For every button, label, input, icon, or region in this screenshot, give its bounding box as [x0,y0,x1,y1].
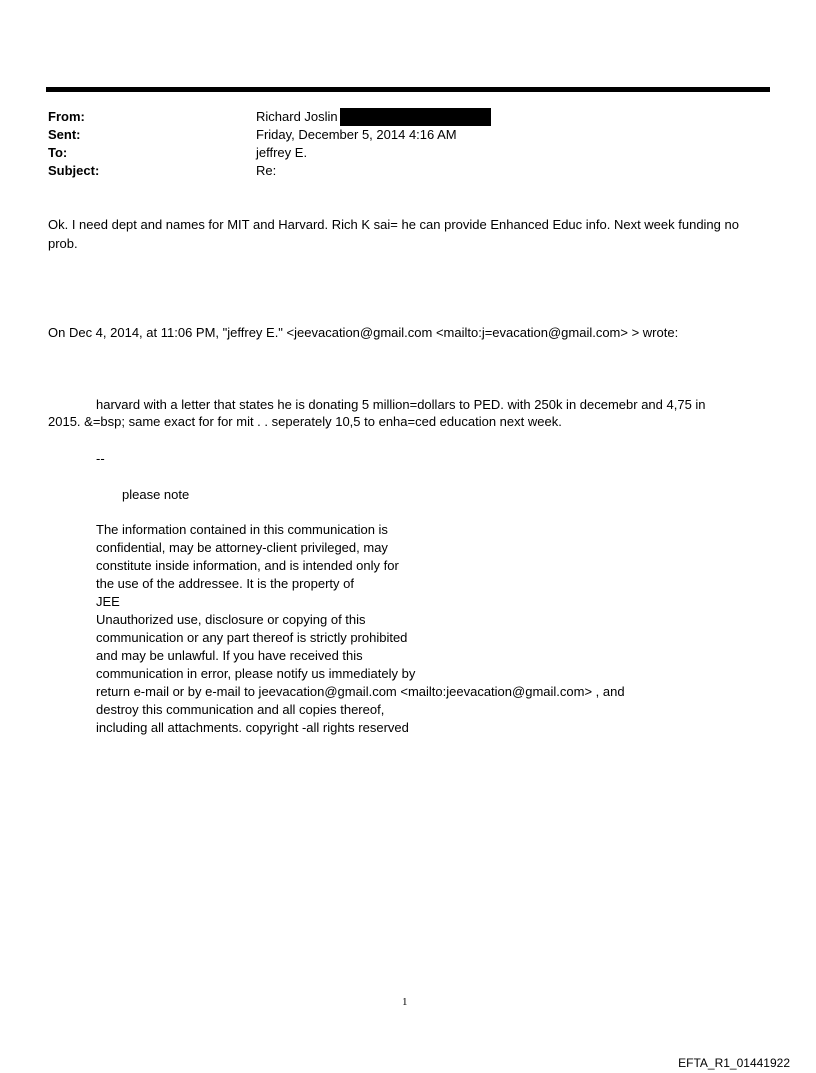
header-rule [46,87,770,92]
from-label: From: [48,109,85,124]
disclaimer-line: the use of the addressee. It is the property of [96,576,354,591]
disclaimer-line: communication or any part thereof is strictly prohibited [96,630,408,645]
disclaimer-line: and may be unlawful. If you have received this [96,648,363,663]
disclaimer-line: constitute inside information, and is intended only for [96,558,399,573]
sent-value: Friday, December 5, 2014 4:16 AM [256,127,457,142]
disclaimer-line: communication in error, please notify us immediately by [96,666,416,681]
disclaimer-line: including all attachments. copyright -all rights reserved [96,720,409,735]
reply-line-2: prob. [48,236,78,251]
reply-line-1: Ok. I need dept and names for MIT and Harvard. Rich K sai= he can provide Enhanced Educ info. Next week funding no [48,217,739,232]
please-note: please note [122,487,190,502]
disclaimer-line: JEE [96,594,120,609]
quoted-line-1: harvard with a letter that states he is donating 5 million=dollars to PED. with 250k in decemebr and 4,75 in [96,397,706,412]
to-label: To: [48,145,68,160]
quote-header: On Dec 4, 2014, at 11:06 PM, "jeffrey E." <jeevacation@gmail.com <mailto:j=evacation@gmail.com> > wrote: [48,325,679,340]
page-number: 1 [402,996,408,1008]
subject-value: Re: [256,163,277,178]
subject-label: Subject: [48,163,100,178]
disclaimer-line: The information contained in this communication is [96,522,388,537]
quoted-line-2: 2015. &=bsp; same exact for for mit . . seperately 10,5 to enha=ced education next week. [48,414,562,429]
disclaimer-line: confidential, may be attorney-client privileged, may [96,540,388,555]
disclaimer-line: destroy this communication and all copies thereof, [96,702,385,717]
signature-separator: -- [96,451,105,466]
disclaimer-line: return e-mail or by e-mail to jeevacation@gmail.com <mailto:jeevacation@gmail.com> , and [96,684,625,699]
document-id: EFTA_R1_01441922 [678,1056,790,1070]
redaction-box [340,108,491,126]
disclaimer-line: Unauthorized use, disclosure or copying of this [96,612,366,627]
to-value: jeffrey E. [256,145,308,160]
sent-label: Sent: [48,127,81,142]
from-value: Richard Joslin [256,109,338,124]
